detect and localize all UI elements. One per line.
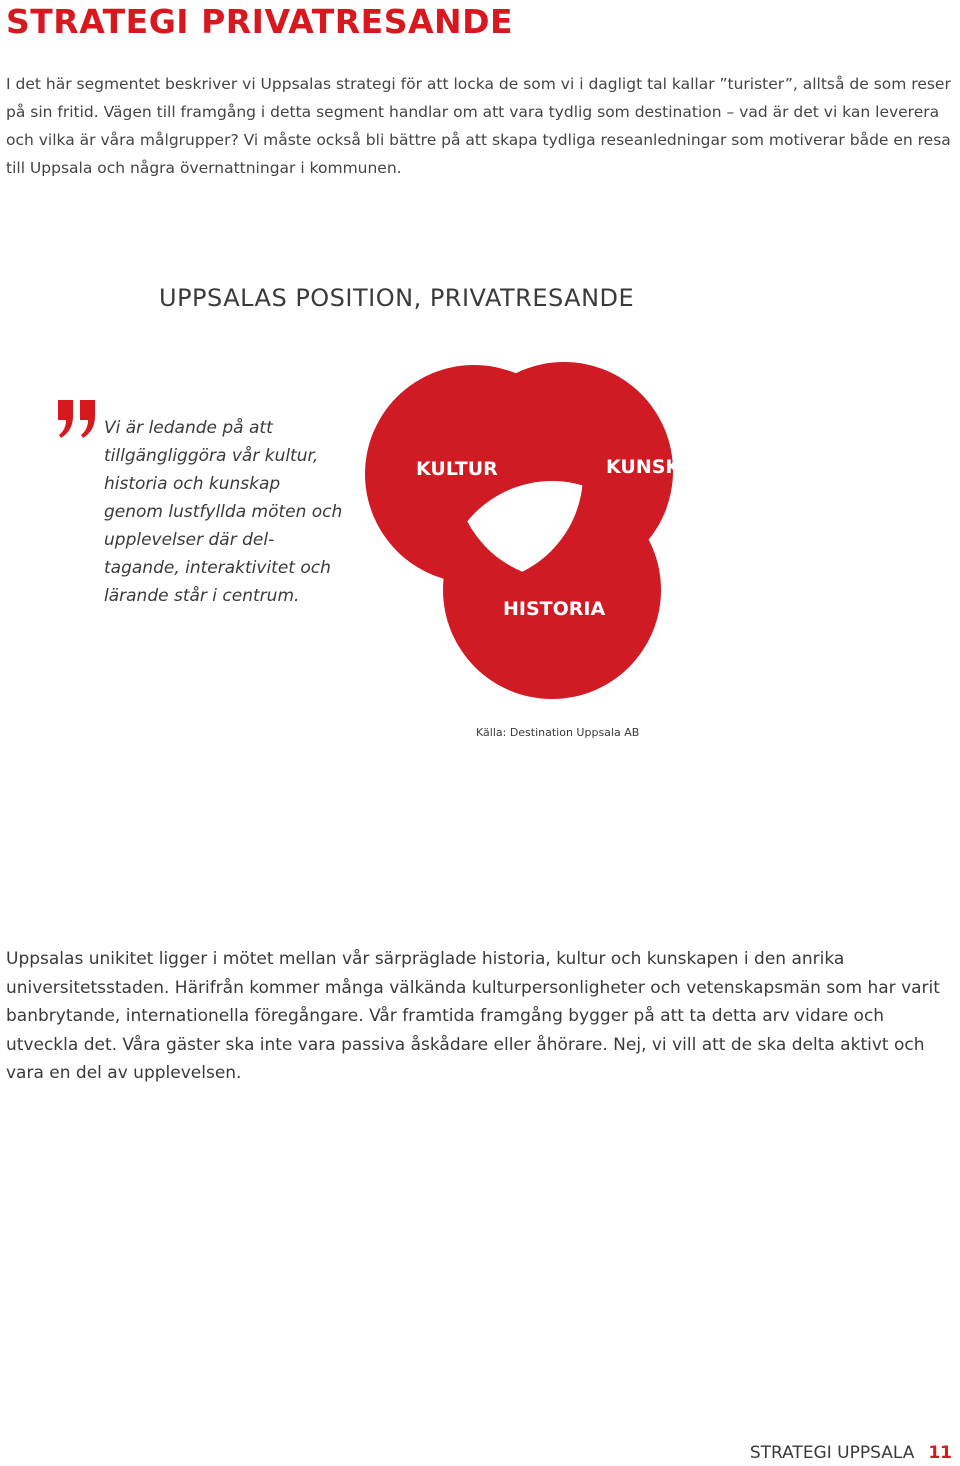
position-quote: Vi är ledande på att tillgängliggöra vår kultur, historia och kunskap genom lustfyllda möten och upplevelser där del-tagande, interaktivitet och lärande står i centrum. [104, 418, 343, 606]
venn-label-kultur: KULTUR [416, 458, 498, 480]
section-heading: UPPSALAS POSITION, PRIVATRESANDE [159, 284, 635, 312]
page-footer [750, 1443, 952, 1463]
quote-mark-icon [56, 398, 98, 440]
source-caption: Källa: Destination Uppsala AB [476, 726, 640, 739]
venn-label-historia: HISTORIA [503, 598, 606, 620]
body-paragraph: Uppsalas unikitet ligger i mötet mellan vår särpräglade historia, kultur och kunskapen i den anrika universitetsstaden. Härifrån kommer många välkända kulturpersonligheter och vetenskapsmän som har varit banbrytande, internationella föregångare. Vår framtida framgång bygger på att ta detta arv vidare och utveckla det. Våra gäster ska inte vara passiva åskådare eller åhörare. Nej, vi vill att de ska delta aktivt och vara en del av upplevelsen. [6, 949, 940, 1083]
venn-label-kunskap: KUNSKAP [606, 456, 709, 478]
page-title: STRATEGI PRIVATRESANDE [6, 2, 514, 41]
intro-paragraph: I det här segmentet beskriver vi Uppsalas strategi för att locka de som vi i dagligt tal kallar ”turister”, alltså de som reser på sin fritid. Vägen till framgång i detta segment handlar om att vara tydlig som destination – vad är det vi kan leverera och vilka är våra målgrupper? Vi måste också bli bättre på att skapa tydliga reseanledningar som motiverar både en resa till Uppsala och några övernattningar i kommunen. [6, 75, 951, 177]
page-number: 11 [928, 1443, 952, 1463]
venn-diagram [360, 352, 709, 712]
footer-label: STRATEGI UPPSALA [749, 1443, 915, 1463]
